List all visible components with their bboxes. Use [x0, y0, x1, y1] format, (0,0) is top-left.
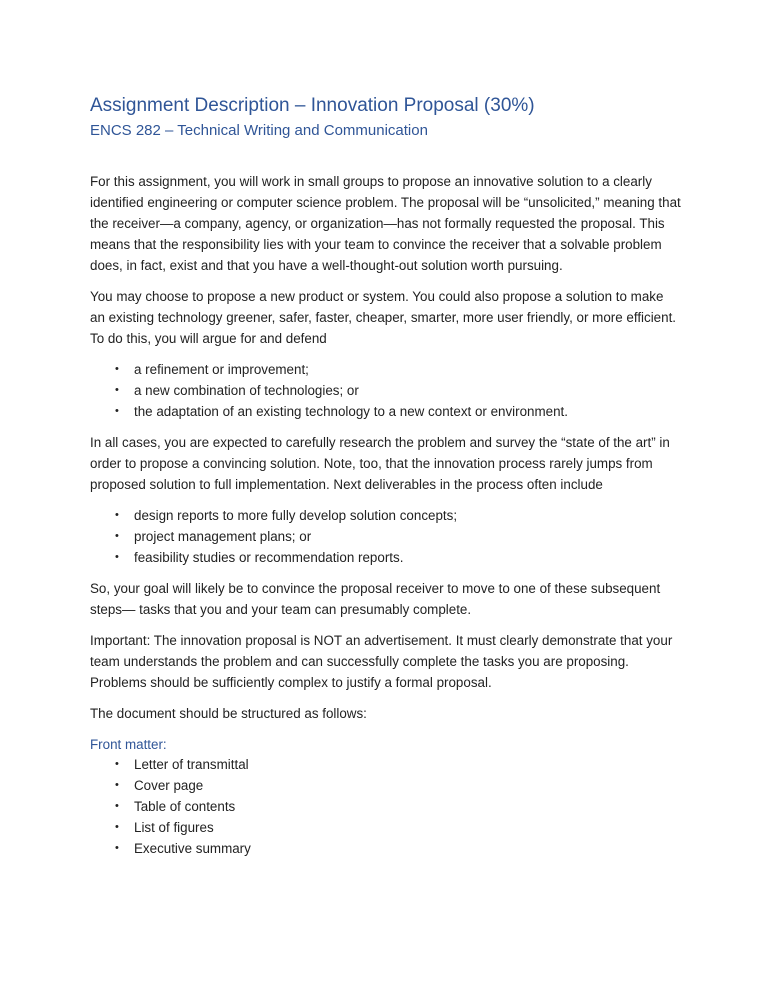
list-item: • a new combination of technologies; or [90, 380, 682, 401]
bullet-icon: • [115, 800, 119, 812]
list-item: • Letter of transmittal [90, 754, 682, 775]
research-paragraph: In all cases, you are expected to carefully research the problem and survey the “state of the art” in order to propose a convincing solution. Note, too, that the innovation process rarely jumps from proposed solution to full implementation. Next deliverables in the process often include [90, 435, 670, 492]
list-item: • project management plans; or [90, 526, 682, 547]
bullet-icon: • [115, 384, 119, 396]
list-item: • feasibility studies or recommendation reports. [90, 547, 682, 568]
front-matter-heading: Front matter: [90, 737, 167, 752]
bullet-icon: • [115, 551, 119, 563]
page-subtitle: ENCS 282 – Technical Writing and Communication [90, 122, 428, 139]
argue-list [90, 359, 682, 422]
bullet-icon: • [115, 779, 119, 791]
bullet-icon: • [115, 509, 119, 521]
important-paragraph: Important: The innovation proposal is NOT an advertisement. It must clearly demonstrate that your team understands the problem and can successfully complete the tasks you are proposing. Problems should be sufficiently complex to justify a formal proposal. [90, 633, 673, 690]
list-item: • a refinement or improvement; [90, 359, 682, 380]
bullet-icon: • [115, 405, 119, 417]
list-item: • design reports to more fully develop solution concepts; [90, 505, 682, 526]
list-item: • the adaptation of an existing technology to a new context or environment. [90, 401, 682, 422]
goal-paragraph: So, your goal will likely be to convince the proposal receiver to move to one of these subsequent steps— tasks that you and your team can presumably complete. [90, 581, 661, 617]
list-item: • Table of contents [90, 796, 682, 817]
bullet-icon: • [115, 842, 119, 854]
bullet-icon: • [115, 363, 119, 375]
page-title: Assignment Description – Innovation Proposal (30%) [90, 95, 535, 116]
bullet-icon: • [115, 758, 119, 770]
deliverables-list [90, 505, 682, 568]
front-matter-list [90, 754, 682, 859]
list-item: • Executive summary [90, 838, 682, 859]
list-item: • List of figures [90, 817, 682, 838]
structure-paragraph: The document should be structured as follows: [90, 706, 367, 721]
bullet-icon: • [115, 530, 119, 542]
bullet-icon: • [115, 821, 119, 833]
intro-paragraph: For this assignment, you will work in small groups to propose an innovative solution to a clearly identified engineering or computer science problem. The proposal will be “unsolicited,” meaning that the receiver—a company, agency, or organization—has not formally requested the proposal. This means that the responsibility lies with your team to convince the receiver that a solvable problem does, in fact, exist and that you have a well-thought-out solution worth pursuing. [90, 174, 681, 273]
choose-paragraph: You may choose to propose a new product or system. You could also propose a solution to make an existing technology greener, safer, faster, cheaper, smarter, more user friendly, or more efficient. To do this, you will argue for and defend [90, 289, 677, 346]
list-item: • Cover page [90, 775, 682, 796]
